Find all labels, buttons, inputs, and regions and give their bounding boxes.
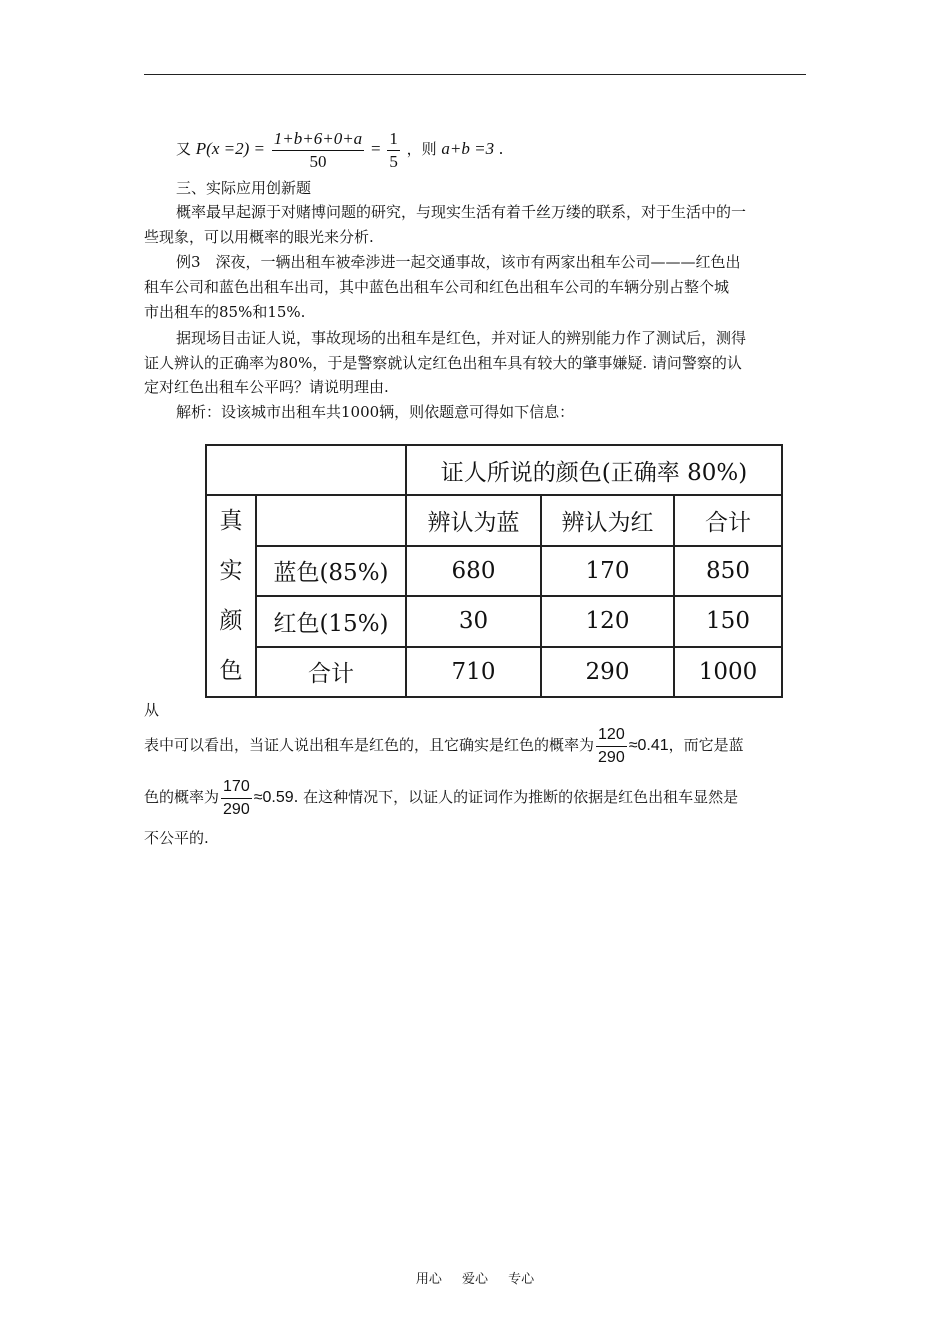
row-label: 合计 — [256, 647, 406, 698]
equation-tail-text: ，则 — [406, 140, 437, 158]
conclusion-line-2 — [144, 772, 806, 823]
table-cell: 680 — [406, 546, 541, 597]
page-footer — [0, 1268, 950, 1287]
approx-value-blue: ≈0.59 — [253, 789, 294, 806]
table-cell: 150 — [674, 596, 782, 647]
table-cell: 1000 — [674, 647, 782, 698]
fraction-one-fifth-denominator: 5 — [389, 151, 398, 171]
side-header-char-3: 颜 — [219, 608, 243, 634]
footer-word-3: 专心 — [508, 1272, 535, 1287]
equation-lead: 又 — [176, 140, 192, 158]
section-title: 三、实际应用创新题 — [176, 179, 312, 197]
side-header-char-2: 实 — [219, 558, 243, 584]
fraction-one-fifth-numerator: 1 — [387, 128, 400, 151]
example-line-3: 市出租车的85%和15%. — [144, 303, 306, 321]
equation-end: . — [498, 139, 504, 158]
conclusion-text-1: 表中可以看出，当证人说出租车是红色的，且它确实是红色的概率为 — [144, 736, 595, 754]
intro-line-1: 概率最早起源于对赌博问题的研究，与现实生活有着千丝万缕的联系，对于生活中的一 — [176, 203, 747, 221]
table-row — [206, 596, 782, 647]
fraction-120-290-numerator: 120 — [596, 724, 627, 747]
equation-result: a+b =3 — [441, 139, 495, 158]
table-cell: 290 — [541, 647, 674, 698]
table-cell: 710 — [406, 647, 541, 698]
table-blank-cell — [256, 495, 406, 546]
witness-line-3: 定对红色出租车公平吗？请说明理由. — [144, 378, 389, 396]
column-header: 辨认为红 — [541, 495, 674, 546]
table-cell: 850 — [674, 546, 782, 597]
table-side-header — [206, 495, 256, 697]
witness-line-2: 证人辨认的正确率为80%，于是警察就认定红色出租车具有较大的肇事嫌疑. 请问警察的认 — [144, 354, 742, 372]
table-corner-cell — [206, 445, 406, 495]
footer-word-2: 爱心 — [461, 1272, 488, 1287]
approx-value-red: ≈0.41 — [628, 737, 669, 754]
fraction-170-290-denominator: 290 — [223, 800, 250, 818]
fraction-sum-numerator: 1+b+6+0+a — [272, 128, 364, 151]
column-header: 合计 — [674, 495, 782, 546]
fraction-120-290 — [596, 724, 627, 769]
side-header-char-4: 色 — [219, 658, 243, 684]
fraction-120-290-denominator: 290 — [598, 748, 625, 766]
fraction-sum-denominator: 50 — [309, 151, 327, 171]
side-header-char-1: 真 — [219, 508, 243, 534]
fraction-one-fifth — [387, 128, 400, 173]
taxi-color-table — [205, 444, 783, 698]
table-cell: 170 — [541, 546, 674, 597]
fraction-170-290 — [221, 776, 252, 821]
equation-left: P(x =2) = — [195, 139, 265, 158]
equation-line — [144, 124, 806, 174]
fraction-170-290-numerator: 170 — [221, 776, 252, 799]
conclusion-text-3: 色的概率为 — [144, 788, 220, 806]
table-cell: 30 — [406, 596, 541, 647]
example-line-2: 租车公司和蓝色出租车出司，其中蓝色出租车公司和红色出租车公司的车辆分别占整个城 — [144, 278, 730, 296]
header-rule — [144, 74, 806, 75]
equation-equals: = — [370, 139, 381, 158]
conclusion-line-0: 从 — [144, 701, 160, 719]
table-row — [206, 647, 782, 698]
conclusion-line-3: 不公平的. — [144, 829, 209, 847]
footer-word-1: 用心 — [415, 1272, 442, 1287]
example-line-1: 例3 深夜，一辆出租车被牵涉进一起交通事故，该市有两家出租车公司———红色出 — [176, 253, 741, 271]
row-label: 蓝色(85%) — [256, 546, 406, 597]
row-label: 红色(15%) — [256, 596, 406, 647]
witness-line-1: 据现场目击证人说，事故现场的出租车是红色，并对证人的辨别能力作了测试后，测得 — [176, 329, 747, 347]
conclusion-text-2: ，而它是蓝 — [668, 736, 744, 754]
analysis-line: 解析：设该城市出租车共1000辆，则依题意可得如下信息： — [176, 403, 575, 421]
table-cell: 120 — [541, 596, 674, 647]
fraction-sum — [272, 128, 364, 173]
table-top-header: 证人所说的颜色(正确率 80%) — [406, 445, 782, 495]
intro-line-2: 些现象，可以用概率的眼光来分析. — [144, 228, 374, 246]
conclusion-text-4: . 在这种情况下，以证人的证词作为推断的依据是红色出租车显然是 — [293, 788, 739, 806]
column-header: 辨认为蓝 — [406, 495, 541, 546]
table-row — [206, 546, 782, 597]
conclusion-line-1 — [144, 720, 806, 771]
